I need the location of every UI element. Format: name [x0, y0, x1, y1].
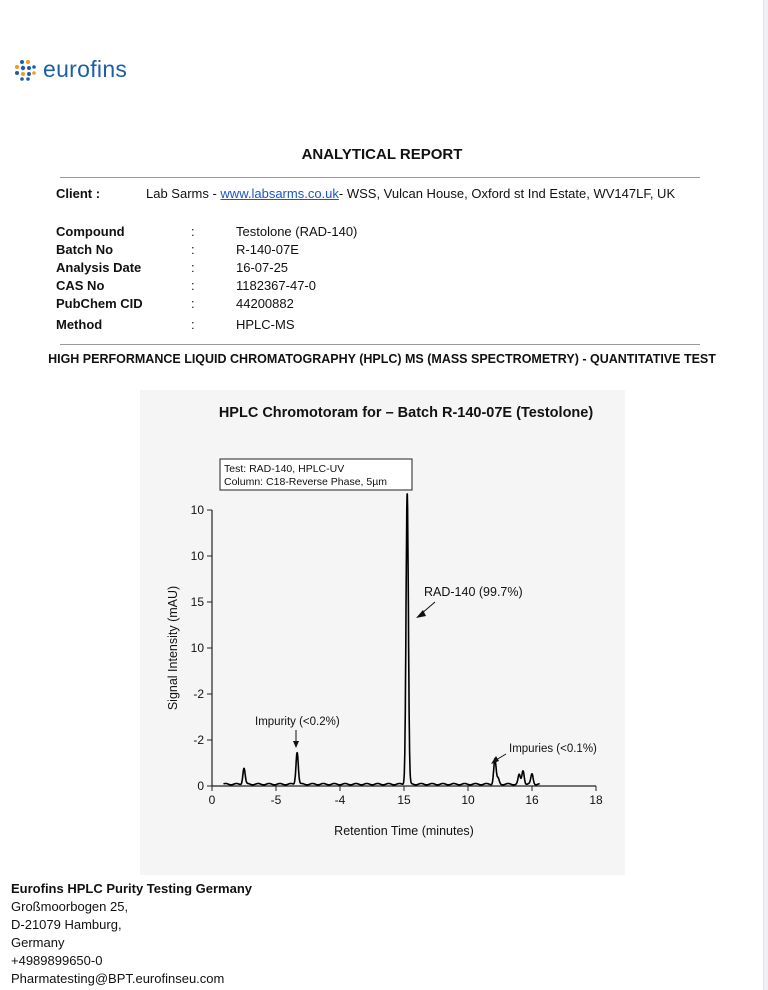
- field-label: Analysis Date: [56, 259, 142, 275]
- field-separator: :: [191, 295, 195, 311]
- client-line: [56, 186, 675, 201]
- lab-city: D-21079 Hamburg,: [11, 917, 122, 932]
- info-box-line: Test: RAD-140, HPLC-UV: [224, 463, 345, 475]
- chromatogram-trace: [224, 494, 540, 785]
- field-value: 1182367-47-0: [236, 277, 316, 293]
- field-label: Batch No: [56, 241, 114, 257]
- field-label: Method: [56, 316, 103, 332]
- info-box: [220, 459, 412, 490]
- field-row-batch: [56, 240, 357, 258]
- chart-title: HPLC Chromotoram for – Batch R-140-07E (Testolone): [218, 405, 594, 421]
- impurity-arrowhead: [293, 741, 299, 748]
- client-website-link[interactable]: www.labsarms.co.uk: [220, 186, 339, 201]
- lab-street: Großmoorbogen 25,: [11, 899, 129, 914]
- scrollbar-track[interactable]: [763, 0, 768, 990]
- field-value: 44200882: [236, 295, 294, 311]
- field-separator: :: [191, 316, 195, 332]
- field-separator: :: [191, 259, 195, 275]
- field-row-cas: [56, 276, 357, 294]
- eurofins-logo: [13, 56, 127, 83]
- x-tick-label: -5: [270, 793, 282, 807]
- chromatogram-chart: [140, 390, 625, 875]
- field-label: Compound: [56, 223, 125, 239]
- x-axis-label: Retention Time (minutes): [334, 824, 474, 838]
- logo-wordmark: eurofins: [43, 56, 128, 82]
- report-title: ANALYTICAL REPORT: [301, 146, 463, 163]
- y-axis-label: Signal Intensity (mAU): [166, 585, 180, 711]
- y-tick-label: 10: [190, 549, 204, 563]
- lab-email[interactable]: Pharmatesting@BPT.eurofinseu.com: [11, 971, 225, 986]
- field-value: HPLC-MS: [236, 316, 295, 332]
- y-tick-label: 0: [197, 779, 204, 793]
- x-tick-label: 15: [397, 793, 411, 807]
- field-value: 16-07-25: [236, 259, 289, 275]
- client-name: Lab Sarms -: [146, 186, 221, 201]
- field-value: R-140-07E: [236, 241, 299, 257]
- y-tick-label: 10: [190, 641, 204, 655]
- lab-country: Germany: [11, 935, 65, 950]
- x-tick-label: -4: [334, 793, 346, 807]
- field-separator: :: [191, 223, 195, 239]
- y-tick-label: 10: [190, 503, 204, 517]
- compound-details: [56, 222, 357, 333]
- field-row-pubchem: [56, 294, 357, 312]
- info-box-line: Column: C18-Reverse Phase, 5µm: [224, 476, 388, 488]
- x-tick-label: 18: [589, 793, 603, 807]
- impurities-annotation: Impuries (<0.1%): [509, 743, 597, 755]
- client-address: - WSS, Vulcan House, Oxford st Ind Estate, WV147LF, UK: [338, 186, 676, 201]
- eurofins-dots-icon: [13, 59, 39, 81]
- field-value: Testolone (RAD-140): [236, 223, 358, 239]
- lab-name: Eurofins HPLC Purity Testing Germany: [11, 881, 253, 896]
- field-label: CAS No: [56, 277, 105, 293]
- lab-contact: [11, 880, 252, 988]
- main-peak-annotation: RAD-140 (99.7%): [424, 585, 523, 599]
- field-separator: :: [191, 277, 195, 293]
- lab-phone: +4989899650-0: [11, 953, 103, 968]
- x-tick-label: 0: [208, 793, 216, 807]
- y-tick-label: -2: [193, 687, 204, 701]
- x-tick-label: 16: [525, 793, 539, 807]
- y-tick-label: 15: [190, 595, 204, 609]
- field-label: PubChem CID: [56, 295, 143, 311]
- field-separator: :: [191, 241, 195, 257]
- chromatogram-figure: [140, 390, 625, 875]
- client-label: Client :: [56, 186, 101, 201]
- x-tick-label: 10: [461, 793, 475, 807]
- divider-top: [60, 177, 700, 178]
- divider-middle: [60, 344, 700, 345]
- y-tick-label: -2: [193, 733, 204, 747]
- field-row-analysis-date: [56, 258, 357, 276]
- field-row-method: [56, 315, 357, 333]
- field-row-compound: [56, 222, 357, 240]
- impurity-annotation: Impurity (<0.2%): [255, 716, 340, 728]
- test-title: HIGH PERFORMANCE LIQUID CHROMATOGRAPHY (HPLC) MS (MASS SPECTROMETRY) - QUANTITATIVE TEST: [48, 352, 716, 366]
